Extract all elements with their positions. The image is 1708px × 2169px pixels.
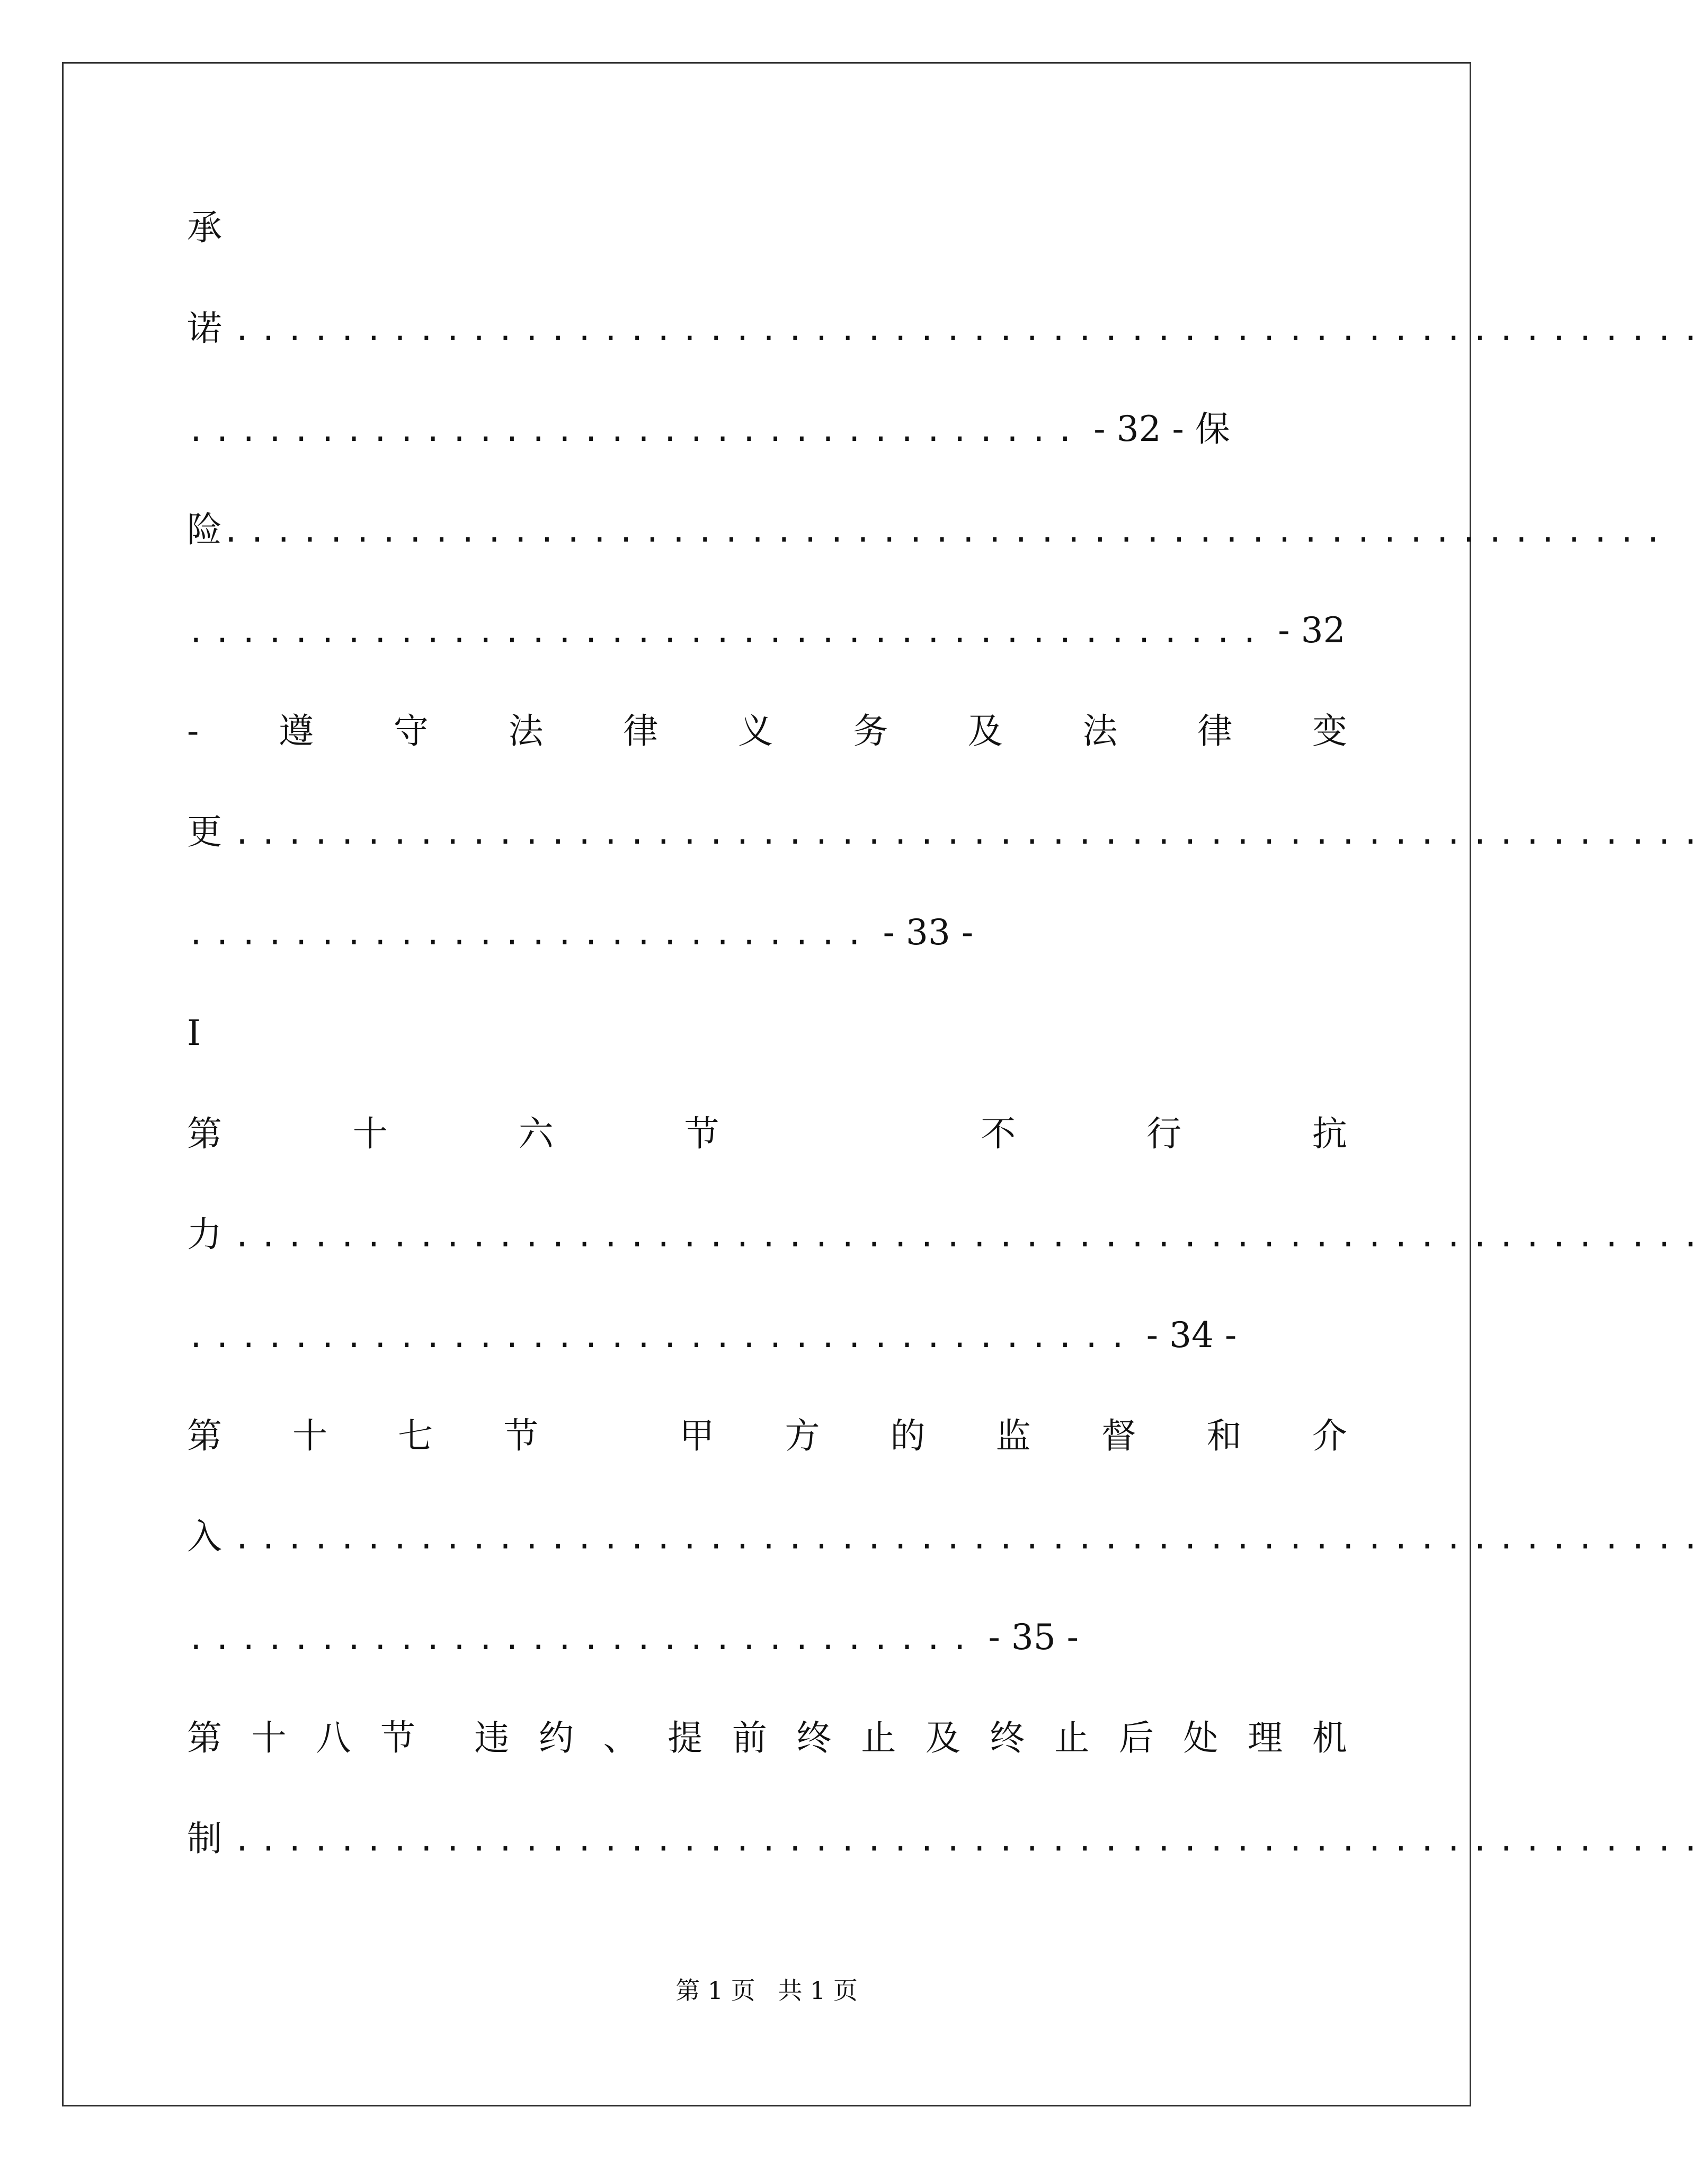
toc-char: 第	[187, 1415, 222, 1456]
toc-page-number: - 32 - 保	[1093, 409, 1230, 449]
toc-char: 督	[1101, 1415, 1136, 1456]
toc-char: 和	[1206, 1415, 1242, 1456]
toc-line-8	[187, 901, 1374, 964]
toc-char: 约	[538, 1718, 574, 1758]
toc-line-9	[187, 1002, 1374, 1065]
toc-char: 处	[1183, 1718, 1218, 1758]
current-page-label: 第 1 页	[675, 1976, 755, 2005]
toc-line-17	[187, 1807, 1708, 1871]
toc-line-14	[187, 1505, 1708, 1569]
toc-char: 终	[796, 1718, 832, 1758]
toc-line-12	[187, 1304, 1374, 1367]
toc-char: 提	[668, 1718, 703, 1758]
page-border	[62, 62, 1471, 2106]
toc-spread-heading	[187, 700, 1347, 763]
toc-spread-heading	[187, 1706, 1347, 1770]
toc-line-6	[187, 700, 1374, 763]
toc-leader-dots: ........................................................	[233, 1823, 1708, 1858]
toc-char: 律	[623, 711, 659, 751]
toc-leader-dots: ..............................	[187, 1622, 977, 1657]
toc-char: 十	[352, 1113, 388, 1154]
toc-text: 承	[187, 207, 222, 248]
toc-leader-dots: .........................................	[187, 615, 1267, 650]
toc-line-4	[187, 498, 1671, 562]
toc-char: 守	[393, 711, 429, 751]
toc-page-number: - 34 -	[1146, 1315, 1237, 1356]
toc-char: 遵	[279, 711, 314, 751]
toc-char: 八	[316, 1718, 351, 1758]
toc-leader-dots: ........................................................	[233, 1219, 1708, 1254]
page-footer	[0, 1971, 1533, 2006]
toc-char: 法	[508, 711, 544, 751]
toc-char: 终	[990, 1718, 1025, 1758]
toc-line-7	[187, 800, 1708, 864]
toc-char: 方	[785, 1415, 820, 1456]
toc-leader-dots: ........................................................	[233, 817, 1708, 851]
toc-leader-dots: ........................................................	[233, 1521, 1708, 1556]
toc-char: 十	[292, 1415, 328, 1456]
toc-line-10	[187, 1102, 1374, 1166]
toc-char: 机	[1312, 1718, 1347, 1758]
toc-leader-dots: ..........................	[187, 917, 872, 952]
toc-char: 不	[981, 1113, 1016, 1154]
toc-char: 违	[474, 1718, 510, 1758]
toc-leader-dots: ........................................................	[233, 313, 1708, 348]
toc-spread-heading	[187, 1404, 1347, 1468]
toc-char: -	[187, 711, 199, 751]
toc-label: 力	[187, 1214, 222, 1255]
toc-line-13	[187, 1404, 1374, 1468]
toc-char: 节	[503, 1415, 539, 1456]
toc-char: 第	[187, 1113, 222, 1154]
toc-char: 前	[732, 1718, 767, 1758]
toc-char: 介	[1312, 1415, 1347, 1456]
toc-line-3	[187, 397, 1374, 461]
toc-char: 第	[187, 1718, 222, 1758]
toc-line-2	[187, 297, 1708, 360]
toc-leader-dots: ....................................	[187, 1320, 1135, 1354]
toc-label: 入	[187, 1516, 222, 1557]
toc-char: 的	[890, 1415, 926, 1456]
toc-char: 及	[925, 1718, 960, 1758]
toc-char: 务	[852, 711, 888, 751]
toc-char: 变	[1312, 711, 1347, 751]
toc-text: I	[187, 1013, 201, 1053]
toc-label: 险	[187, 509, 222, 550]
toc-char: 理	[1248, 1718, 1283, 1758]
toc-line-5	[187, 599, 1374, 662]
toc-leader-dots: .......................................................	[222, 515, 1671, 549]
toc-char: 六	[518, 1113, 554, 1154]
toc-char: 甲	[679, 1415, 715, 1456]
toc-char: 、	[603, 1718, 638, 1758]
toc-line-15	[187, 1606, 1374, 1669]
toc-char: 行	[1146, 1113, 1182, 1154]
toc-char: 法	[1082, 711, 1118, 751]
toc-char: 律	[1197, 711, 1233, 751]
toc-char: 七	[398, 1415, 433, 1456]
toc-char: 止	[861, 1718, 896, 1758]
toc-label: 更	[187, 811, 222, 852]
toc-page-number: - 33 -	[883, 912, 974, 953]
toc-leader-dots: ..................................	[187, 414, 1083, 448]
toc-line-16	[187, 1706, 1374, 1770]
toc-char: 监	[995, 1415, 1031, 1456]
total-pages-label: 共 1 页	[778, 1976, 858, 2005]
toc-char: 抗	[1312, 1113, 1347, 1154]
toc-char: 义	[738, 711, 773, 751]
toc-page-number: - 35 -	[988, 1617, 1079, 1658]
toc-char: 及	[967, 711, 1003, 751]
toc-char: 节	[684, 1113, 719, 1154]
toc-page-number: - 32	[1278, 610, 1346, 651]
toc-line-1	[187, 196, 1374, 260]
toc-spread-heading	[187, 1102, 1347, 1166]
toc-char: 后	[1118, 1718, 1154, 1758]
toc-line-11	[187, 1203, 1708, 1267]
toc-char: 十	[251, 1718, 287, 1758]
toc-label: 制	[187, 1818, 222, 1859]
toc-char: 节	[380, 1718, 415, 1758]
toc-char: 止	[1054, 1718, 1090, 1758]
toc-label: 诺	[187, 308, 222, 349]
